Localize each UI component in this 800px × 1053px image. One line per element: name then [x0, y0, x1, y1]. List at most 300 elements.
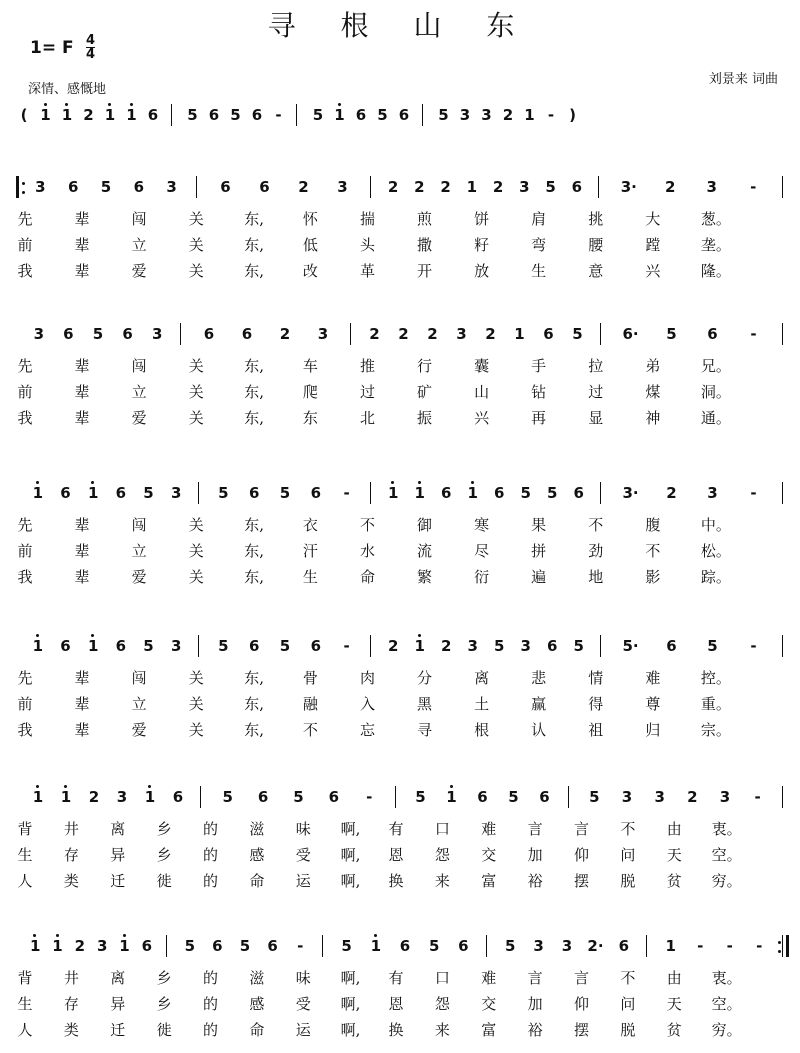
note: - [750, 637, 757, 655]
note: 1 [52, 937, 63, 955]
barline [370, 635, 371, 657]
lyric-char: 行 [417, 357, 433, 375]
note: 2· [587, 937, 604, 955]
note: 6 [267, 937, 278, 955]
lyric-char: 恩 [388, 846, 404, 864]
note: 5 [504, 937, 516, 955]
note: 6 [547, 637, 558, 655]
lyric-char: 入 [359, 695, 375, 713]
note: 5 [279, 637, 291, 655]
lyric-char: 关 [188, 409, 204, 427]
note: - [343, 637, 350, 655]
lyric-char: 意 [588, 262, 604, 280]
lyric-char: 穷。 [711, 872, 742, 890]
lyric-char: 撒 [417, 236, 433, 254]
lyric-char: 辈 [74, 516, 90, 534]
lyric-char: 揣 [359, 210, 375, 228]
barline [171, 104, 172, 126]
lyric-char: 怀 [302, 210, 318, 228]
lyric-char: 感 [249, 846, 265, 864]
barline [200, 786, 201, 808]
key-signature: 1= F [30, 38, 74, 58]
repeat-dot [22, 182, 25, 185]
lyric-char: 果 [531, 516, 547, 534]
lyric-char: 啊, [340, 846, 361, 864]
note: 6 [133, 178, 145, 196]
lyric-char: 口 [434, 820, 450, 838]
intro-note: 1 [126, 106, 137, 124]
intro-note: 2 [502, 106, 514, 124]
lyric-char: 矿 [417, 383, 433, 401]
barline [782, 786, 783, 808]
lyric-char: 的 [202, 969, 218, 987]
lyric-char: 辈 [74, 357, 90, 375]
lyric-char: 爱 [131, 409, 147, 427]
note: 6 [248, 637, 260, 655]
lyric-char: 北 [359, 409, 375, 427]
lyric-char: 井 [63, 969, 79, 987]
note: 2 [388, 637, 399, 655]
barline [600, 482, 601, 504]
lyric-char: 乡 [156, 969, 172, 987]
lyric-char: 煤 [645, 383, 661, 401]
barline [782, 482, 783, 504]
note: 2 [369, 325, 380, 343]
lyric-char: 东, [244, 236, 265, 254]
note: 6 [122, 325, 133, 343]
lyric-char: 富 [481, 872, 497, 890]
note: 5 [239, 937, 251, 955]
lyric-char: 我 [17, 409, 33, 427]
lyric-char: 东, [244, 262, 265, 280]
lyric-char: 难 [645, 669, 661, 687]
note: 3 [317, 325, 329, 343]
lyric-char: 挑 [588, 210, 604, 228]
note: 3 [33, 325, 45, 343]
note: 5 [218, 637, 229, 655]
lyric-char: 乡 [156, 846, 172, 864]
lyric-char: 山 [474, 383, 490, 401]
intro-note: 6 [208, 106, 220, 124]
note: 5 [573, 637, 584, 655]
lyric-char: 得 [588, 695, 604, 713]
lyric-char: 先 [17, 516, 33, 534]
barline [196, 176, 197, 198]
lyric-char: 受 [295, 995, 311, 1013]
note: 5· [622, 637, 639, 655]
lyric-char: 寻 [417, 721, 433, 739]
lyric-char: 的 [202, 995, 218, 1013]
barline [370, 176, 371, 198]
note: - [343, 484, 350, 502]
note: 3 [35, 178, 46, 196]
lyric-char: 脱 [620, 1021, 636, 1039]
barline [782, 635, 783, 657]
lyric-char: 根 [474, 721, 490, 739]
note: 6 [212, 937, 223, 955]
lyric-char: 革 [359, 262, 375, 280]
lyric-char: 蹚 [645, 236, 661, 254]
lyric-char: 不 [620, 969, 636, 987]
note: 6 [141, 937, 153, 955]
intro-note: ) [569, 106, 576, 124]
barline [166, 935, 167, 957]
lyric-char: 辈 [74, 695, 90, 713]
lyric-char: 命 [359, 568, 375, 586]
note: 2 [666, 484, 677, 502]
high-dot [450, 785, 453, 788]
lyric-char: 兴 [645, 262, 661, 280]
lyric-char: 融 [302, 695, 318, 713]
note: 3 [337, 178, 348, 196]
note: 1 [87, 484, 99, 502]
barline [600, 635, 601, 657]
note: 3 [706, 178, 717, 196]
lyric-char: 洞。 [700, 383, 731, 401]
lyric-char: 摆 [573, 1021, 589, 1039]
lyric-char: 御 [417, 516, 433, 534]
note: 2 [440, 178, 451, 196]
lyric-char: 滋 [249, 969, 265, 987]
high-dot [418, 634, 421, 637]
note: 6 [259, 178, 270, 196]
lyric-char: 问 [620, 846, 636, 864]
lyric-char: 仰 [573, 846, 589, 864]
note: 1 [144, 788, 156, 806]
note: 2 [298, 178, 309, 196]
lyric-char: 关 [188, 357, 204, 375]
lyric-char: 问 [620, 995, 636, 1013]
lyric-char: 手 [531, 357, 547, 375]
high-dot [130, 103, 133, 106]
repeat-dot [778, 950, 781, 953]
lyric-char: 辈 [74, 383, 90, 401]
note: 5 [218, 484, 229, 502]
lyric-char: 囊 [474, 357, 490, 375]
lyric-char: 遍 [531, 568, 547, 586]
lyric-char: 立 [131, 542, 147, 560]
high-dot [471, 481, 474, 484]
barline [198, 635, 199, 657]
lyric-char: 有 [388, 820, 404, 838]
note: 6 [539, 788, 550, 806]
note: 5 [143, 484, 154, 502]
intro-note: 1 [524, 106, 535, 124]
note: 6 [543, 325, 554, 343]
lyric-char: 关 [188, 383, 204, 401]
lyric-char: 离 [474, 669, 490, 687]
lyric-char: 东, [244, 542, 265, 560]
lyric-char: 啊, [340, 969, 361, 987]
note: 6 [310, 484, 322, 502]
note: 3 [520, 637, 531, 655]
lyric-char: 言 [573, 969, 589, 987]
lyric-char: 兴 [474, 409, 490, 427]
author-credit: 刘景来 词曲 [708, 72, 778, 87]
intro-note: 3 [459, 106, 471, 124]
barline [395, 786, 396, 808]
repeat-end [786, 935, 789, 957]
note: 5 [666, 325, 677, 343]
note: 3 [116, 788, 128, 806]
note: 5 [494, 637, 505, 655]
note: - [366, 788, 373, 806]
note: 2 [387, 178, 399, 196]
note: 6 [203, 325, 215, 343]
lyric-char: 天 [666, 846, 682, 864]
note: 5 [707, 637, 718, 655]
lyric-char: 离 [110, 969, 126, 987]
song-title: 寻 根 山 东 [267, 9, 533, 42]
intro-note: 5 [187, 106, 198, 124]
lyric-char: 闯 [131, 669, 147, 687]
lyric-char: 啊, [340, 1021, 361, 1039]
lyric-char: 辈 [74, 568, 90, 586]
lyric-char: 啊, [340, 872, 361, 890]
lyric-char: 脱 [620, 872, 636, 890]
barline [646, 935, 647, 957]
barline [350, 323, 351, 345]
lyric-char: 口 [434, 969, 450, 987]
note: 6 [328, 788, 340, 806]
note: 6 [458, 937, 469, 955]
high-dot [418, 481, 421, 484]
lyric-char: 祖 [588, 721, 604, 739]
intro-note: 1 [61, 106, 73, 124]
lyric-char: 影 [645, 568, 661, 586]
lyric-char: 悲 [531, 669, 547, 687]
lyric-char: 繁 [417, 568, 433, 586]
lyric-char: 踪。 [700, 568, 731, 586]
lyric-char: 神 [645, 409, 661, 427]
lyric-char: 交 [481, 846, 497, 864]
note: 2 [441, 637, 452, 655]
note: 3 [719, 788, 731, 806]
lyric-char: 我 [17, 721, 33, 739]
note: - [297, 937, 304, 955]
lyric-char: 肉 [359, 669, 375, 687]
lyric-char: 放 [474, 262, 490, 280]
lyric-char: 关 [188, 542, 204, 560]
note: 3 [533, 937, 544, 955]
note: 3 [621, 788, 633, 806]
lyric-char: 不 [620, 820, 636, 838]
lyric-char: 迁 [110, 1021, 126, 1039]
lyric-char: 推 [359, 357, 375, 375]
lyric-char: 辈 [74, 721, 90, 739]
high-dot [338, 103, 341, 106]
note: 6 [310, 637, 322, 655]
note: 6 [257, 788, 269, 806]
intro-note: 5 [377, 106, 388, 124]
note: 1 [388, 484, 399, 502]
lyric-char: 前 [17, 236, 33, 254]
lyric-char: 怨 [434, 846, 450, 864]
lyric-char: 东, [244, 357, 265, 375]
note: 6 [707, 325, 718, 343]
lyric-char: 腹 [645, 516, 661, 534]
note: 6 [60, 484, 71, 502]
lyric-char: 我 [17, 568, 33, 586]
repeat-start [16, 176, 19, 198]
note: - [726, 937, 733, 955]
lyric-char: 低 [302, 236, 318, 254]
high-dot [148, 785, 151, 788]
lyric-char: 关 [188, 695, 204, 713]
lyric-char: 徙 [156, 1021, 172, 1039]
lyric-char: 寒 [474, 516, 490, 534]
lyric-char: 闯 [131, 516, 147, 534]
lyric-char: 关 [188, 262, 204, 280]
lyric-char: 显 [588, 409, 604, 427]
lyric-char: 归 [645, 721, 661, 739]
barline [322, 935, 323, 957]
lyric-char: 衷。 [711, 820, 742, 838]
high-dot [36, 634, 39, 637]
lyric-char: 乡 [156, 995, 172, 1013]
lyric-char: 穷。 [711, 1021, 742, 1039]
lyric-char: 辈 [74, 236, 90, 254]
repeat-dot [778, 941, 781, 944]
lyric-char: 过 [588, 383, 604, 401]
lyric-char: 类 [63, 872, 79, 890]
note: - [750, 325, 757, 343]
high-dot [36, 481, 39, 484]
lyric-char: 由 [666, 820, 682, 838]
note: 6 [67, 178, 79, 196]
lyric-char: 命 [249, 872, 265, 890]
lyric-char: 换 [388, 1021, 404, 1039]
barline [422, 104, 423, 126]
lyric-char: 离 [110, 820, 126, 838]
note: 5 [279, 484, 291, 502]
lyric-char: 拉 [588, 357, 604, 375]
lyric-char: 迁 [110, 872, 126, 890]
note: 6 [399, 937, 411, 955]
lyric-char: 赢 [531, 695, 547, 713]
lyric-char: 滋 [249, 820, 265, 838]
lyric-char: 隆。 [700, 262, 731, 280]
lyric-char: 忘 [359, 721, 375, 739]
lyric-char: 乡 [156, 820, 172, 838]
lyric-char: 空。 [711, 995, 742, 1013]
note: - [697, 937, 704, 955]
high-dot [64, 785, 67, 788]
lyric-char: 闯 [131, 357, 147, 375]
intro-note: 5 [312, 106, 324, 124]
lyric-char: 钻 [531, 383, 547, 401]
note: 6 [172, 788, 184, 806]
lyric-char: 难 [481, 820, 497, 838]
note: 6 [618, 937, 630, 955]
lyric-char: 骨 [302, 669, 318, 687]
high-dot [123, 934, 126, 937]
lyric-char: 先 [17, 669, 33, 687]
lyric-char: 关 [188, 236, 204, 254]
lyric-char: 恩 [388, 995, 404, 1013]
lyric-char: 怨 [434, 995, 450, 1013]
lyric-char: 生 [302, 568, 318, 586]
note: 2 [88, 788, 100, 806]
intro-note: 2 [83, 106, 94, 124]
note: 6 [60, 637, 71, 655]
note: 2 [74, 937, 86, 955]
note: 1 [370, 937, 382, 955]
lyric-char: 关 [188, 721, 204, 739]
lyric-char: 空。 [711, 846, 742, 864]
note: 3 [561, 937, 573, 955]
barline [782, 935, 783, 957]
barline [600, 323, 601, 345]
barline [486, 935, 487, 957]
lyric-char: 东, [244, 383, 265, 401]
lyric-char: 衷。 [711, 969, 742, 987]
note: 3 [170, 637, 182, 655]
lyric-char: 认 [531, 721, 547, 739]
lyric-char: 东, [244, 516, 265, 534]
lyric-char: 难 [481, 969, 497, 987]
note: 1 [414, 637, 425, 655]
high-dot [108, 103, 111, 106]
barline [180, 323, 181, 345]
lyric-char: 开 [417, 262, 433, 280]
lyric-char: 爱 [131, 568, 147, 586]
lyric-char: 异 [110, 846, 126, 864]
note: 5 [143, 637, 154, 655]
lyric-char: 井 [63, 820, 79, 838]
note: 1 [414, 484, 425, 502]
lyric-char: 裕 [527, 1021, 543, 1039]
note: 1 [466, 178, 478, 196]
note: 2 [485, 325, 496, 343]
lyric-char: 葱。 [700, 210, 731, 228]
lyric-char: 宗。 [700, 721, 731, 739]
note: 3 [170, 484, 182, 502]
note: 5 [100, 178, 112, 196]
lyric-char: 控。 [700, 669, 731, 687]
lyric-char: 味 [295, 820, 311, 838]
note: 1 [665, 937, 676, 955]
note: 6 [477, 788, 488, 806]
lyric-char: 情 [588, 669, 604, 687]
lyric-char: 的 [202, 872, 218, 890]
barline [568, 786, 569, 808]
time-sig-bottom: 4 [86, 47, 96, 62]
lyric-char: 运 [295, 872, 311, 890]
lyric-char: 啊, [340, 995, 361, 1013]
intro-note: 5 [438, 106, 449, 124]
lyric-char: 仰 [573, 995, 589, 1013]
lyric-char: 不 [302, 721, 318, 739]
lyric-char: 东 [302, 409, 318, 427]
note: 1 [446, 788, 457, 806]
repeat-dot [22, 191, 25, 194]
intro-note: 1 [104, 106, 116, 124]
lyric-char: 先 [17, 210, 33, 228]
intro-note: 6 [251, 106, 263, 124]
lyric-char: 的 [202, 846, 218, 864]
note: 3 [456, 325, 467, 343]
note: 1 [60, 788, 72, 806]
note: 5 [508, 788, 519, 806]
lyric-char: 立 [131, 236, 147, 254]
lyric-char: 籽 [474, 236, 490, 254]
note: 3· [620, 178, 637, 196]
high-dot [44, 103, 47, 106]
note: 6 [441, 484, 452, 502]
intro-note: - [275, 106, 282, 124]
note: 1 [87, 637, 99, 655]
